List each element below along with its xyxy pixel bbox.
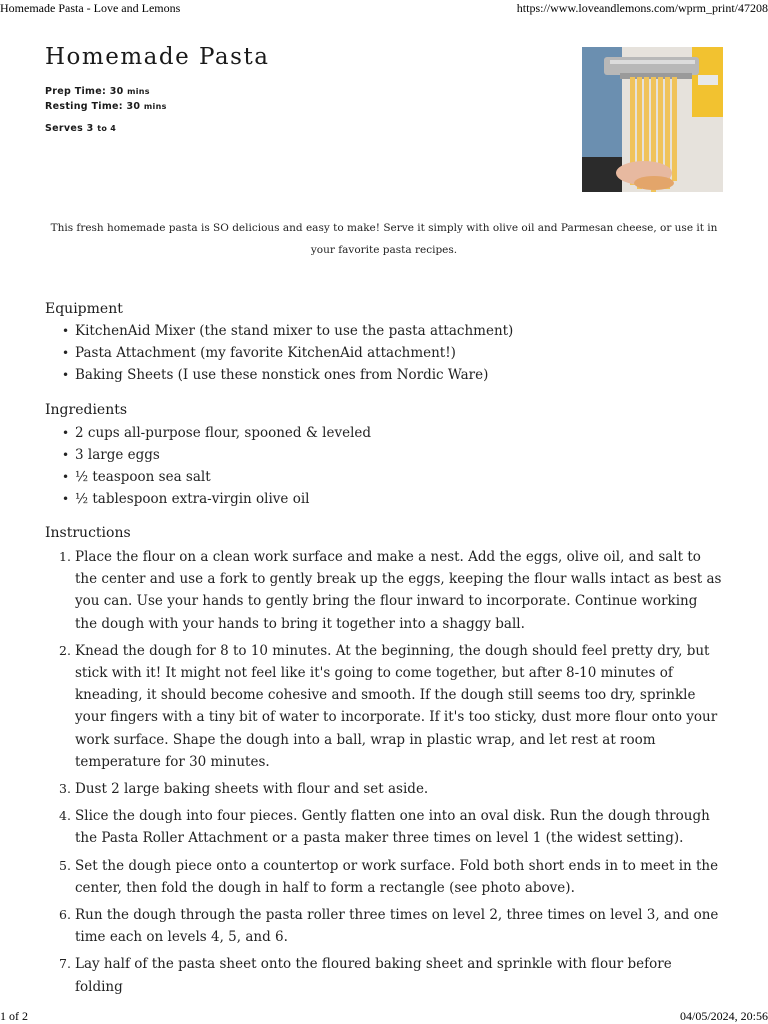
print-footer xyxy=(0,1008,768,1024)
ingredient-item-text: 2 cups all-purpose flour, spooned & leveled xyxy=(75,425,372,441)
print-url: https://www.loveandlemons.com/wprm_print/47208 xyxy=(516,1,768,15)
print-page-count: 1 of 2 xyxy=(0,1009,28,1023)
equipment-item-text: KitchenAid Mixer (the stand mixer to use the pasta attachment) xyxy=(75,323,514,339)
ingredient-item-text: 3 large eggs xyxy=(75,447,160,463)
equipment-item-text: Pasta Attachment (my favorite KitchenAid attachment!) xyxy=(75,345,456,361)
instructions-heading: Instructions xyxy=(45,525,131,541)
recipe-title: Homemade Pasta xyxy=(45,44,270,70)
ingredients-list xyxy=(62,422,742,510)
instruction-step xyxy=(59,546,723,635)
ingredient-item-text: ½ teaspoon sea salt xyxy=(75,469,211,485)
instruction-step xyxy=(59,953,723,997)
recipe-photo xyxy=(582,47,723,192)
prep-time-label: Prep Time: xyxy=(45,86,107,97)
step-number: 5. xyxy=(59,857,71,873)
equipment-item: • KitchenAid Mixer (the stand mixer to use the pasta attachment) xyxy=(62,323,514,339)
ingredient-item: • 2 cups all-purpose flour, spooned & leveled xyxy=(62,425,372,441)
step-number: 2. xyxy=(59,642,71,658)
pasta-maker-illustration xyxy=(582,47,723,192)
resting-time xyxy=(45,101,167,112)
step-number: 4. xyxy=(59,808,71,824)
step-text: Place the flour on a clean work surface and make a nest. Add the eggs, olive oil, and salt to the center and use a fork to gently break up the eggs, keeping the flour walls intact as best as you can. Use your hands to gently bring the flour inward to incorporate. Continue working the dough with your hands to bring it together into a shaggy ball. xyxy=(75,549,722,632)
equipment-item: • Pasta Attachment (my favorite KitchenAid attachment!) xyxy=(62,345,456,361)
step-text: Dust 2 large baking sheets with flour and set aside. xyxy=(75,781,429,798)
ingredients-heading: Ingredients xyxy=(45,402,128,418)
resting-time-label: Resting Time: xyxy=(45,101,123,112)
ingredient-item: • 3 large eggs xyxy=(62,447,160,463)
prep-time-unit: mins xyxy=(127,87,150,96)
equipment-item: • Baking Sheets (I use these nonstick ones from Nordic Ware) xyxy=(62,367,489,383)
step-number: 6. xyxy=(59,907,71,923)
instruction-step xyxy=(59,904,723,948)
resting-time-unit: mins xyxy=(143,102,167,111)
servings-value: 3 xyxy=(86,123,94,134)
step-text: Lay half of the pasta sheet onto the floured baking sheet and sprinkle with flour before folding xyxy=(75,956,672,995)
ingredient-item-text: ½ tablespoon extra-virgin olive oil xyxy=(75,491,310,507)
step-number: 3. xyxy=(59,781,71,797)
instructions-list xyxy=(59,546,723,1003)
equipment-heading: Equipment xyxy=(45,301,123,317)
instruction-step xyxy=(59,640,723,773)
ingredient-item: • ½ tablespoon extra-virgin olive oil xyxy=(62,491,310,507)
step-number: 1. xyxy=(59,549,71,564)
equipment-list xyxy=(62,320,742,386)
resting-time-value: 30 xyxy=(126,101,141,112)
step-text: Set the dough piece onto a countertop or work surface. Fold both short ends in to meet in the center, then fold the dough in half to form a rectangle (see photo above). xyxy=(75,857,719,896)
recipe-summary: This fresh homemade pasta is SO delicious and easy to make! Serve it simply with olive oil and Parmesan cheese, or use it in your favorite pasta recipes. xyxy=(50,222,718,256)
servings-label: Serves xyxy=(45,123,84,134)
instruction-step xyxy=(59,855,723,899)
step-text: Knead the dough for 8 to 10 minutes. At the beginning, the dough should feel pretty dry, but stick with it! It might not feel like it's going to come together, but after 8-10 minutes of kneading, it should become cohesive and smooth. If the dough still seems too dry, sprinkle your fingers with a tiny bit of water to incorporate. If it's too sticky, dust more flour onto your work surface. Shape the dough into a ball, wrap in plastic wrap, and let rest at room temperature for 30 minutes. xyxy=(75,642,718,770)
print-header xyxy=(0,0,768,16)
step-number: 7. xyxy=(59,956,71,972)
servings-unit: to 4 xyxy=(97,124,117,133)
print-page-title: Homemade Pasta - Love and Lemons xyxy=(0,1,181,15)
prep-time xyxy=(45,86,150,97)
equipment-item-text: Baking Sheets (I use these nonstick ones from Nordic Ware) xyxy=(75,367,489,383)
prep-time-value: 30 xyxy=(109,86,124,97)
step-text: Run the dough through the pasta roller three times on level 2, three times on level 3, and one time each on levels 4, 5, and 6. xyxy=(75,907,719,946)
instruction-step xyxy=(59,778,723,800)
step-text: Slice the dough into four pieces. Gently flatten one into an oval disk. Run the dough through the Pasta Roller Attachment or a pasta maker three times on level 1 (the widest setting). xyxy=(75,808,710,847)
instruction-step xyxy=(59,805,723,849)
ingredient-item: • ½ teaspoon sea salt xyxy=(62,469,211,485)
print-datetime: 04/05/2024, 20:56 xyxy=(679,1009,768,1023)
servings xyxy=(45,123,116,134)
